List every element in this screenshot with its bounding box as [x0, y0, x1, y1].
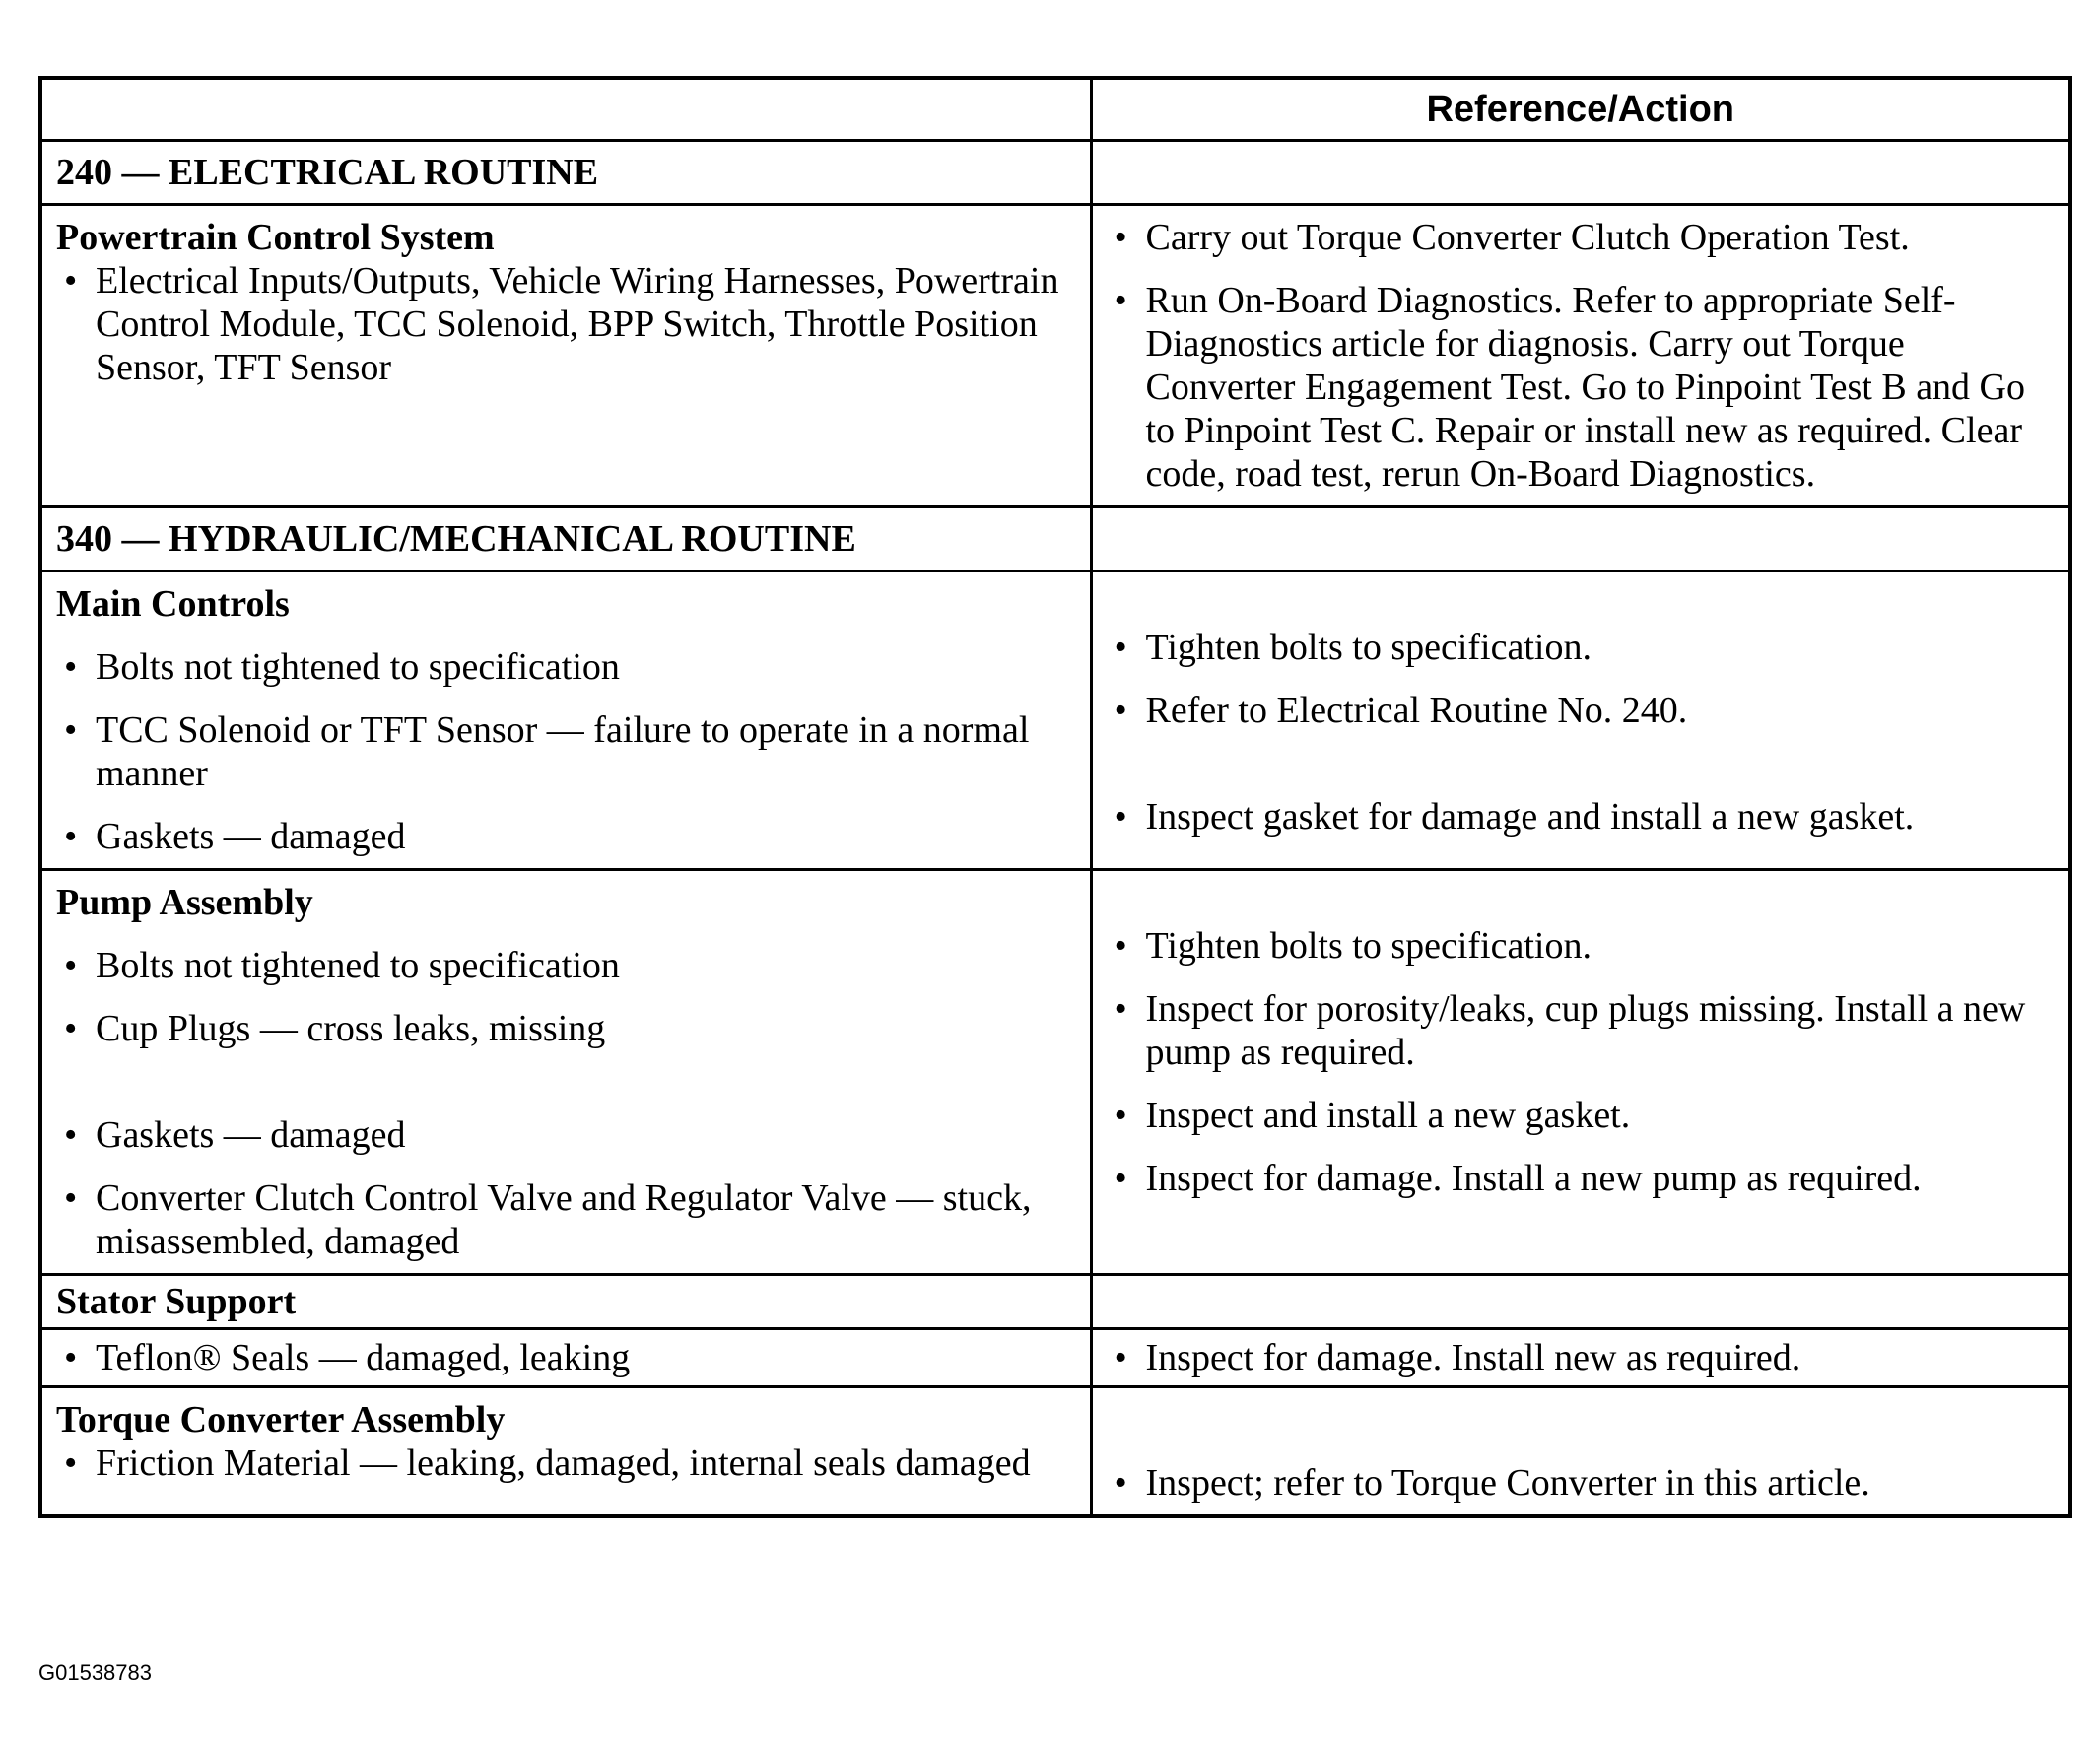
table-row	[40, 1387, 2070, 1517]
list-item: • Teflon® Seals — damaged, leaking	[56, 1336, 1076, 1379]
action-cell	[1091, 1387, 2070, 1517]
routine-empty-cell	[1091, 141, 2070, 205]
action-list	[1107, 1461, 2056, 1505]
list-item: • Inspect for damage. Install new as required.	[1107, 1336, 2056, 1379]
routine-row-hydraulic	[40, 507, 2070, 571]
list-item: • Inspect for porosity/leaks, cup plugs missing. Install a new pump as required.	[1107, 987, 2056, 1074]
header-reference-action: Reference/Action	[1091, 78, 2070, 141]
list-item: • Inspect; refer to Torque Converter in this article.	[1107, 1461, 2056, 1505]
component-heading: Pump Assembly	[56, 882, 313, 923]
routine-empty-cell	[1091, 507, 2070, 571]
list-item: • Gaskets — damaged	[56, 1113, 1076, 1157]
action-list	[1107, 1336, 2056, 1379]
list-item: • Carry out Torque Converter Clutch Operation Test.	[1107, 216, 2056, 259]
action-list	[1107, 924, 2056, 1200]
figure-id: G01538783	[38, 1660, 152, 1685]
condition-cell	[40, 205, 1091, 507]
symptom-list	[56, 259, 1076, 389]
list-item: • Bolts not tightened to specification	[56, 944, 1076, 987]
list-item: • Converter Clutch Control Valve and Regulator Valve — stuck, misassembled, damaged	[56, 1176, 1076, 1263]
action-cell	[1091, 1329, 2070, 1387]
action-cell	[1091, 205, 2070, 507]
list-item: • Electrical Inputs/Outputs, Vehicle Wiring Harnesses, Powertrain Control Module, TCC Solenoid, BPP Switch, Throttle Position Sensor, TFT Sensor	[56, 259, 1076, 389]
list-item: • Tighten bolts to specification.	[1107, 924, 2056, 968]
table-row	[40, 1275, 2070, 1329]
condition-cell	[40, 1275, 1091, 1329]
action-cell	[1091, 1275, 2070, 1329]
routine-title-electrical: 240 — ELECTRICAL ROUTINE	[40, 141, 1091, 205]
component-heading: Torque Converter Assembly	[56, 1399, 506, 1441]
header-condition	[40, 78, 1091, 141]
list-item: • Inspect gasket for damage and install a new gasket.	[1107, 795, 2056, 838]
action-cell	[1091, 870, 2070, 1275]
component-heading: Stator Support	[56, 1281, 297, 1322]
list-item: • Bolts not tightened to specification	[56, 645, 1076, 689]
action-list	[1107, 626, 2056, 838]
condition-cell	[40, 571, 1091, 870]
condition-cell	[40, 1387, 1091, 1517]
symptom-list	[56, 645, 1076, 858]
condition-cell	[40, 1329, 1091, 1387]
symptom-list	[56, 944, 1076, 1263]
table-row	[40, 1329, 2070, 1387]
component-heading: Powertrain Control System	[56, 217, 495, 258]
list-item: • Friction Material — leaking, damaged, internal seals damaged	[56, 1441, 1076, 1485]
symptom-list	[56, 1336, 1076, 1379]
list-item: • TCC Solenoid or TFT Sensor — failure to operate in a normal manner	[56, 708, 1076, 795]
routine-row-electrical	[40, 141, 2070, 205]
action-list	[1107, 216, 2056, 496]
routine-title-hydraulic: 340 — HYDRAULIC/MECHANICAL ROUTINE	[40, 507, 1091, 571]
table-header-row	[40, 78, 2070, 141]
list-item: • Tighten bolts to specification.	[1107, 626, 2056, 669]
list-item: • Gaskets — damaged	[56, 815, 1076, 858]
symptom-list	[56, 1441, 1076, 1485]
table-row	[40, 571, 2070, 870]
list-item: • Inspect for damage. Install a new pump as required.	[1107, 1157, 2056, 1200]
list-item: • Refer to Electrical Routine No. 240.	[1107, 689, 2056, 775]
table-row	[40, 870, 2070, 1275]
diagnosis-table	[38, 76, 2072, 1518]
list-item: • Inspect and install a new gasket.	[1107, 1094, 2056, 1137]
list-item: • Cup Plugs — cross leaks, missing	[56, 1007, 1076, 1094]
table-row	[40, 205, 2070, 507]
action-cell	[1091, 571, 2070, 870]
condition-cell	[40, 870, 1091, 1275]
list-item: • Run On-Board Diagnostics. Refer to appropriate Self-Diagnostics article for diagnosis. Carry out Torque Converter Engagement Test. Go to Pinpoint Test B and Go to Pinpoint Test C. Repair or install new as required. Clear code, road test, rerun On-Board Diagnostics.	[1107, 279, 2056, 496]
component-heading: Main Controls	[56, 583, 290, 625]
